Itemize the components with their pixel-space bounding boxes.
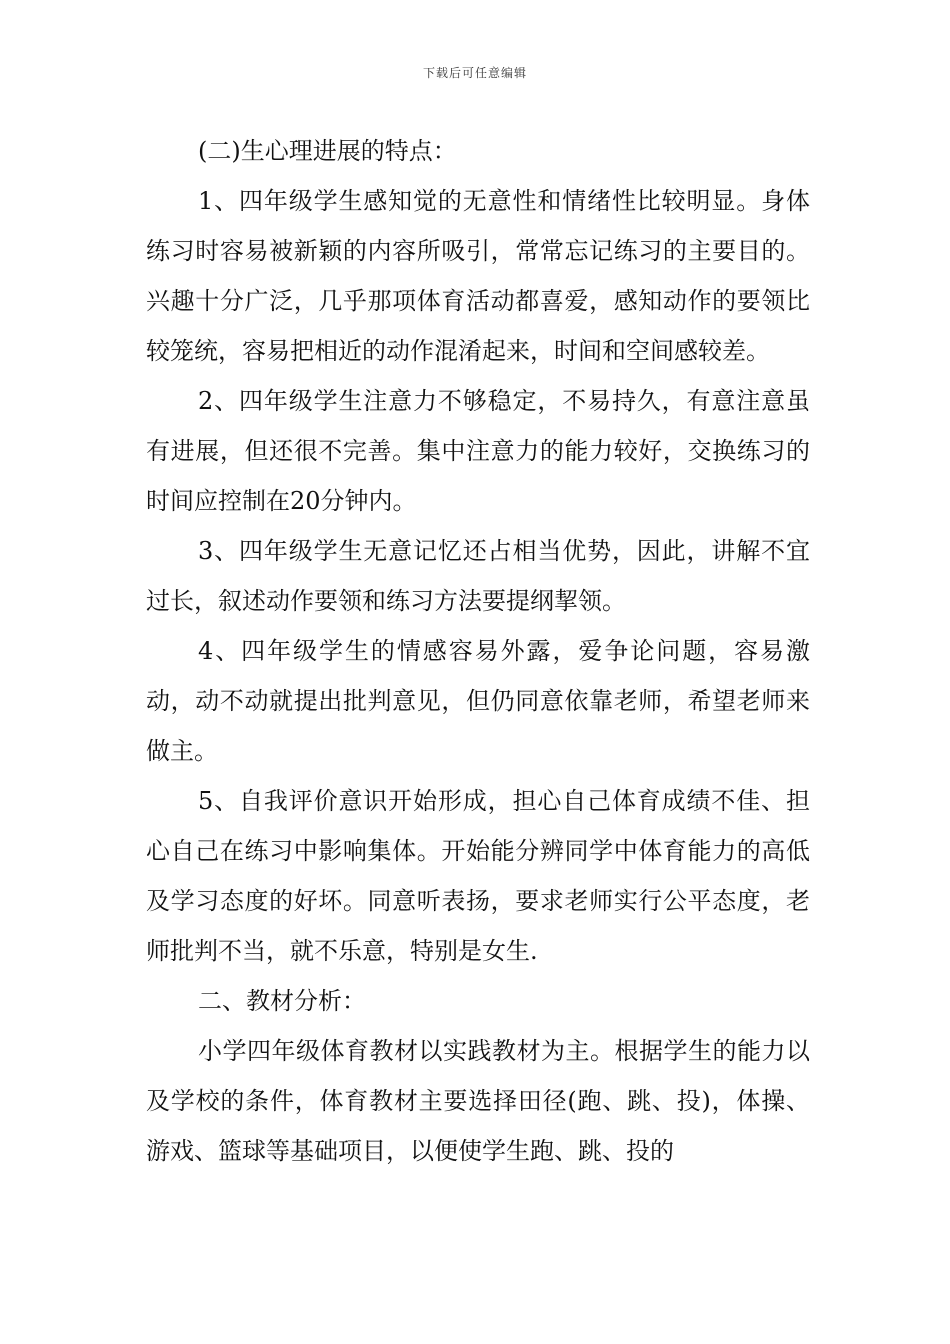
paragraph-material-analysis: 小学四年级体育教材以实践教材为主。根据学生的能力以及学校的条件，体育教材主要选择田径(跑、跳、投)，体操、游戏、篮球等基础项目，以便使学生跑、跳、投的 [146,1037,810,1165]
paragraph-point-3: 3、四年级学生无意记忆还占相当优势，因此，讲解不宜过长，叙述动作要领和练习方法要提纲挈领。 [146,537,810,615]
page-header: 下载后可任意编辑 [422,66,527,80]
paragraph-point-5: 5、自我评价意识开始形成，担心自己体育成绩不佳、担心自己在练习中影响集体。开始能分辨同学中体育能力的高低及学习态度的好坏。同意听表扬，要求老师实行公平态度，老师批判不当，就不乐意，特别是女生. [146,787,810,965]
section-heading-material-analysis: 二、教材分析： [198,987,366,1015]
paragraph-point-2: 2、四年级学生注意力不够稳定，不易持久，有意注意虽有进展，但还很不完善。集中注意力的能力较好，交换练习的时间应控制在20分钟内。 [146,387,810,515]
paragraph-point-1: 1、四年级学生感知觉的无意性和情绪性比较明显。身体练习时容易被新颖的内容所吸引，常常忘记练习的主要目的。兴趣十分广泛，几乎那项体育活动都喜爱，感知动作的要领比较笼统，容易把相近的动作混淆起来，时间和空间感较差。 [146,187,810,365]
paragraph-point-4: 4、四年级学生的情感容易外露，爱争论问题，容易激动，动不动就提出批判意见，但仍同意依靠老师，希望老师来做主。 [146,637,810,765]
document-body [146,126,810,1176]
section-heading-characteristics: (二)生心理进展的特点： [198,137,457,165]
